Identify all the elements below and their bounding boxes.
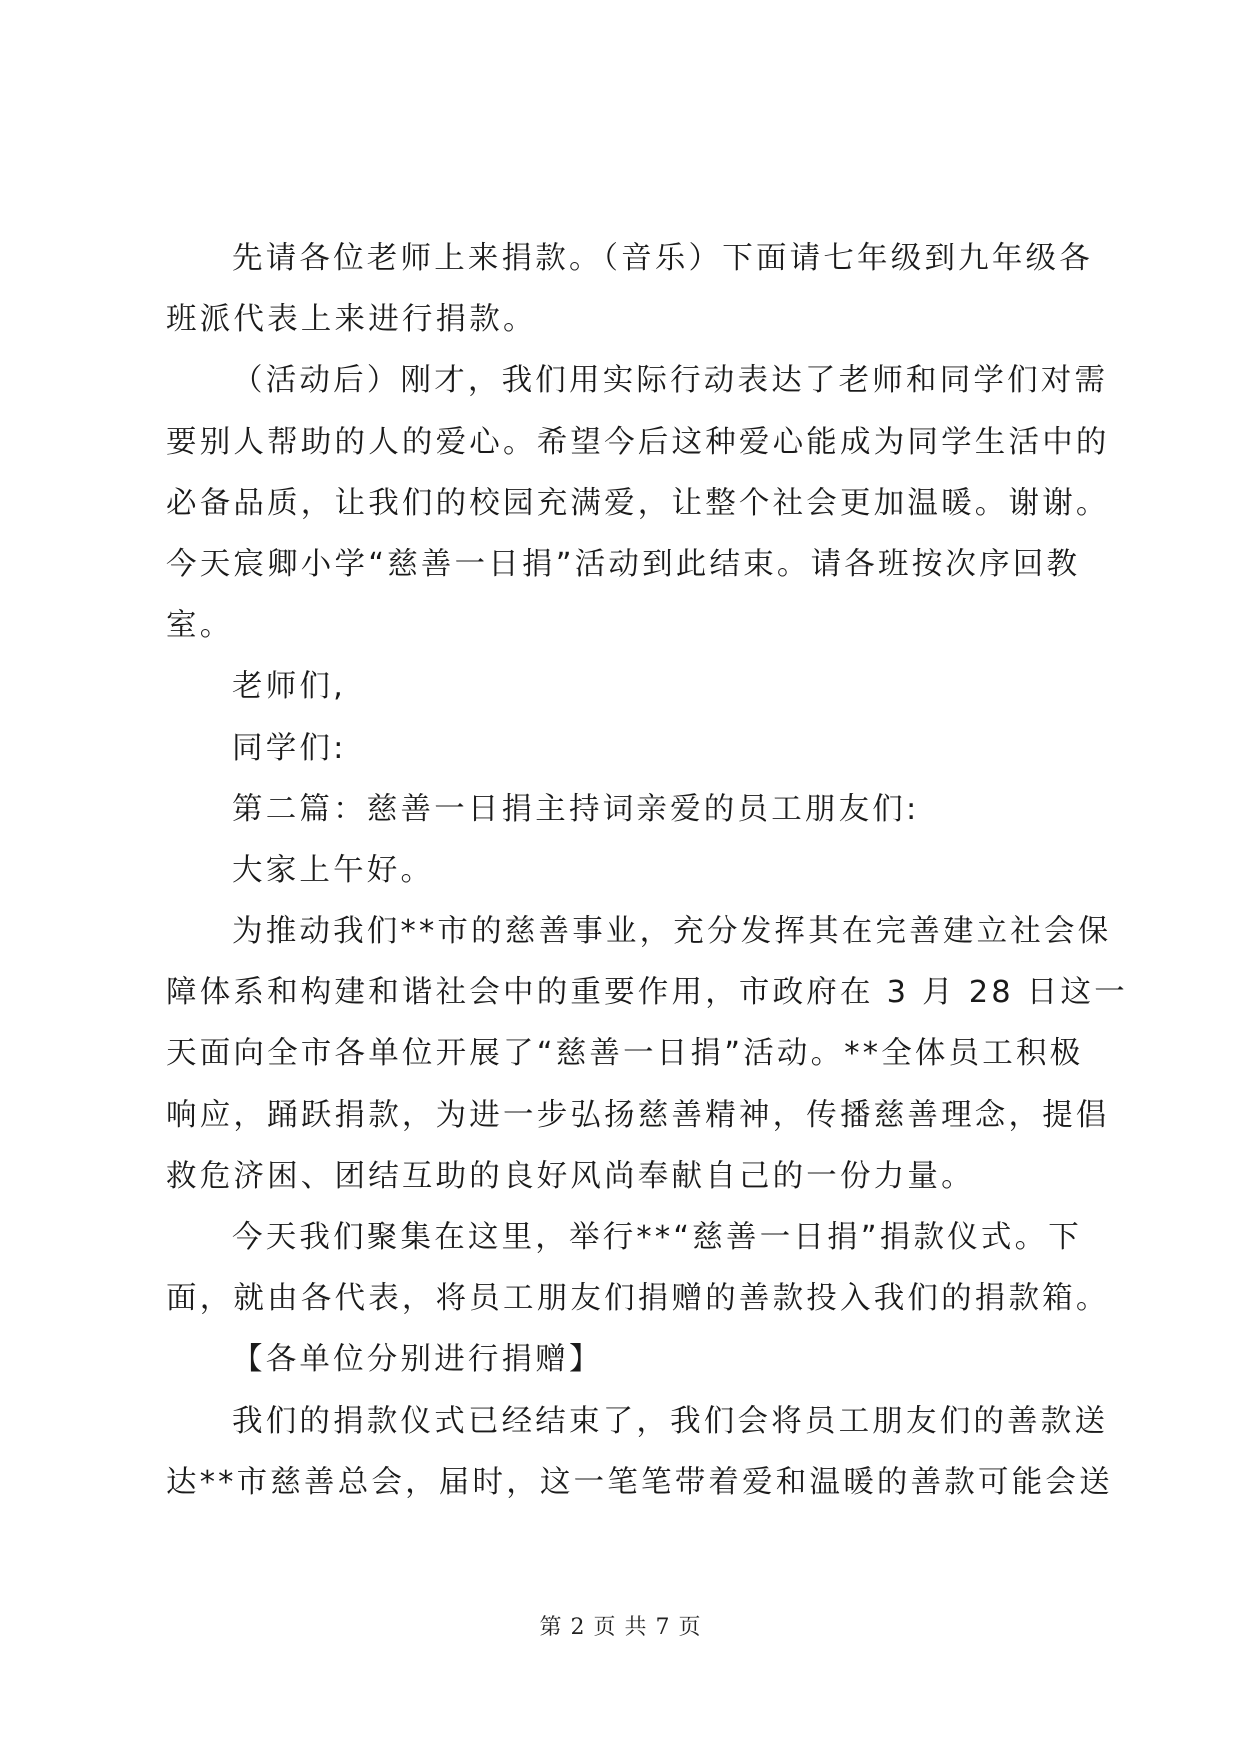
text-line: 班派代表上来进行捐款。 <box>166 302 537 338</box>
text-line: 同学们: <box>232 730 347 766</box>
text-line: 第二篇：慈善一日捐主持词亲爱的员工朋友们: <box>232 791 920 827</box>
text-line: 救危济困、团结互助的良好风尚奉献自己的一份力量。 <box>166 1158 975 1194</box>
text-line: 必备品质，让我们的校园充满爱，让整个社会更加温暖。谢谢。 <box>166 485 1110 521</box>
text-line: （活动后）刚才，我们用实际行动表达了老师和同学们对需 <box>232 363 1109 399</box>
text-line: 老师们, <box>232 669 346 705</box>
text-line: 我们的捐款仪式已经结束了，我们会将员工朋友们的善款送 <box>232 1403 1109 1439</box>
page-number-footer: 第 2 页 共 7 页 <box>539 1615 702 1640</box>
text-line: 面，就由各代表，将员工朋友们捐赠的善款投入我们的捐款箱。 <box>166 1281 1110 1317</box>
text-line: 大家上午好。 <box>232 852 435 888</box>
document-body <box>166 228 1128 1513</box>
text-line: 【各单位分别进行捐赠】 <box>232 1342 603 1378</box>
text-line: 天面向全市各单位开展了“慈善一日捐”活动。**全体员工积极 <box>166 1036 1084 1072</box>
text-line: 障体系和构建和谐社会中的重要作用，市政府在 3 月 28 日这一 <box>166 975 1128 1011</box>
text-line: 先请各位老师上来捐款。（音乐）下面请七年级到九年级各 <box>232 241 1093 276</box>
text-line: 今天我们聚集在这里，举行**“慈善一日捐”捐款仪式。下 <box>232 1220 1083 1255</box>
text-line: 达**市慈善总会，届时，这一笔笔带着爱和温暖的善款可能会送 <box>166 1464 1113 1500</box>
text-line: 响应，踊跃捐款，为进一步弘扬慈善精神，传播慈善理念，提倡 <box>166 1097 1110 1133</box>
text-line: 室。 <box>166 608 234 644</box>
text-line: 要别人帮助的人的爱心。希望今后这种爱心能成为同学生活中的 <box>166 424 1110 460</box>
text-line: 今天宸卿小学“慈善一日捐”活动到此结束。请各班按次序回教 <box>166 546 1081 582</box>
text-line: 为推动我们**市的慈善事业，充分发挥其在完善建立社会保 <box>232 914 1112 950</box>
